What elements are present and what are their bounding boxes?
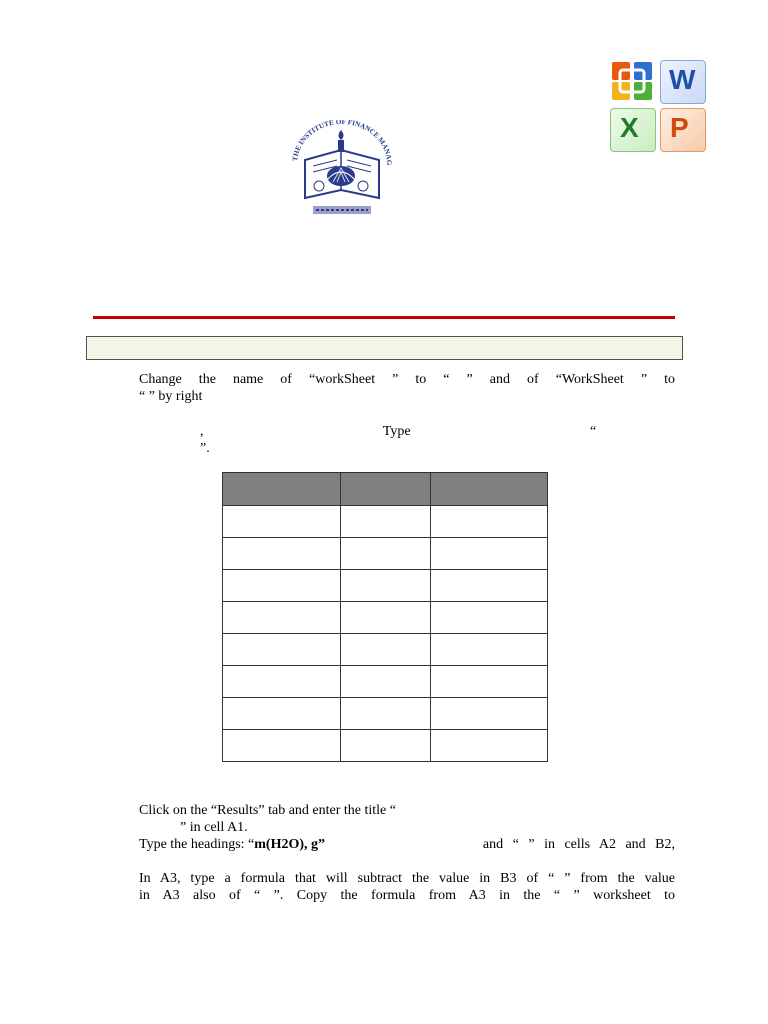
table-cell [223, 538, 341, 570]
table-cell [223, 730, 341, 762]
instruction-line: ” in cell A1. [180, 820, 248, 835]
table-row [223, 602, 548, 634]
section-heading-band [86, 336, 683, 360]
table-cell [341, 570, 431, 602]
instruction-text: and “ ” in cells A2 and B2, [482, 837, 675, 852]
header-divider [93, 316, 675, 319]
table-cell [431, 506, 548, 538]
table-cell [431, 602, 548, 634]
table-cell [341, 634, 431, 666]
table-cell [341, 666, 431, 698]
table-cell [223, 602, 341, 634]
logo-arc-text: THE INSTITUTE OF FINANCE MANAG [291, 120, 394, 166]
instruction-line: in A3 also of “ ”. Copy the formula from A3 in the “ ” worksheet to [139, 888, 675, 903]
table-cell [341, 730, 431, 762]
table-cell [431, 538, 548, 570]
instruction-line: Change the name of “workSheet ” to “ ” and of “WorkSheet ” to [139, 372, 675, 387]
table-row [223, 666, 548, 698]
table-row [223, 538, 548, 570]
table-cell [431, 666, 548, 698]
word-icon: W [660, 60, 706, 104]
office-icons [608, 58, 708, 154]
office-icon [610, 60, 654, 102]
table-row [223, 506, 548, 538]
table-cell [223, 634, 341, 666]
table-cell [341, 602, 431, 634]
table-cell [223, 570, 341, 602]
heading-formula: m(H2O), g” [254, 837, 326, 852]
instruction-line [139, 836, 675, 853]
table-cell [223, 698, 341, 730]
excel-icon: X [610, 108, 656, 152]
table-cell [341, 506, 431, 538]
table-cell [341, 538, 431, 570]
institute-logo [283, 120, 401, 220]
table-cell [431, 730, 548, 762]
table-cell [431, 698, 548, 730]
instruction-line: In A3, type a formula that will subtract the value in B3 of “ ” from the value [139, 871, 675, 886]
table-cell [341, 698, 431, 730]
powerpoint-icon: P [660, 108, 706, 152]
table-row [223, 730, 548, 762]
header-cell [223, 473, 341, 506]
instruction-line: , Type “ ”. [200, 424, 597, 456]
table-header-row [223, 473, 548, 506]
data-table [222, 472, 548, 762]
table-cell [431, 570, 548, 602]
table-row [223, 698, 548, 730]
instruction-line: “ ” by right [139, 389, 203, 404]
table-cell [223, 506, 341, 538]
institute-seal-icon [283, 120, 401, 220]
instruction-line: Click on the “Results” tab and enter the title “ [139, 803, 396, 818]
table-cell [223, 666, 341, 698]
instruction-text: Type the headings: “m(H2O), g” [139, 837, 326, 852]
header-cell [431, 473, 548, 506]
header-cell [341, 473, 431, 506]
table-row [223, 570, 548, 602]
table-row [223, 634, 548, 666]
table-cell [431, 634, 548, 666]
